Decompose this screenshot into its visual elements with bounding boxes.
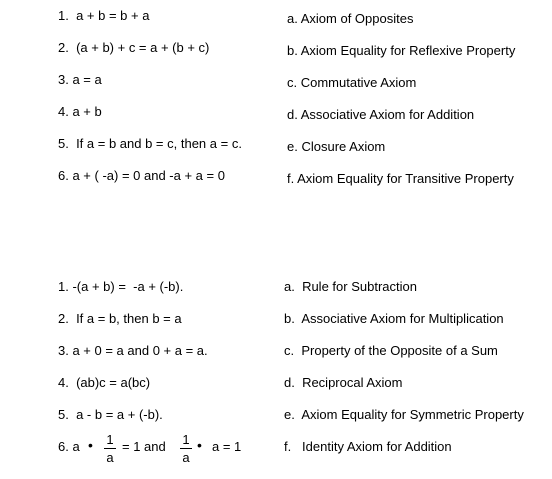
set2-right-item-f: f. Identity Axiom for Addition: [284, 439, 452, 454]
fraction-one-over-a: [104, 432, 116, 465]
set1-right-item-e: e. Closure Axiom: [287, 139, 386, 154]
set1-left-item-5: 5. If a = b and b = c, then a = c.: [58, 136, 242, 151]
set1-right-item-a: a. Axiom of Opposites: [287, 11, 414, 26]
item6-middle: = 1 and: [122, 439, 166, 454]
item6-prefix: 6. a: [58, 439, 80, 454]
set1-left-item-4: 4. a + b: [58, 104, 102, 119]
set2-left-item-5: 5. a - b = a + (-b).: [58, 407, 163, 422]
set2-left-item-4: 4. (ab)c = a(bc): [58, 375, 151, 390]
set1-right-item-f: f. Axiom Equality for Transitive Property: [287, 171, 514, 186]
set2-left-item-1: 1. -(a + b) = -a + (-b).: [58, 279, 184, 294]
set1-left-item-1: 1. a + b = b + a: [58, 8, 150, 23]
set1-right-item-c: c. Commutative Axiom: [287, 75, 417, 90]
set2-right-item-a: a. Rule for Subtraction: [284, 279, 417, 294]
fraction-numerator-2: 1: [180, 432, 192, 449]
set2-left-item-2: 2. If a = b, then b = a: [58, 311, 182, 326]
fraction-denominator-2: a: [182, 450, 190, 465]
set2-right-item-e: e. Axiom Equality for Symmetric Property: [284, 407, 524, 422]
set2-right-item-d: d. Reciprocal Axiom: [284, 375, 403, 390]
set1-right-item-b: b. Axiom Equality for Reflexive Property: [287, 43, 516, 58]
multiply-dot-icon: •: [88, 437, 93, 453]
fraction-denominator: a: [106, 450, 114, 465]
fraction-one-over-a-2: [180, 432, 192, 465]
set2-right-item-c: c. Property of the Opposite of a Sum: [284, 343, 498, 358]
fraction-numerator: 1: [104, 432, 116, 449]
set1-left-item-3: 3. a = a: [58, 72, 102, 87]
set1-right-item-d: d. Associative Axiom for Addition: [287, 107, 475, 122]
multiply-dot-icon-2: •: [197, 437, 202, 453]
set2-right-item-b: b. Associative Axiom for Multiplication: [284, 311, 504, 326]
item6-suffix: a = 1: [212, 439, 242, 454]
set2-left-item-3: 3. a + 0 = a and 0 + a = a.: [58, 343, 208, 358]
set1-left-item-2: 2. (a + b) + c = a + (b + c): [58, 40, 210, 55]
set1-left-item-6: 6. a + ( -a) = 0 and -a + a = 0: [58, 168, 225, 183]
